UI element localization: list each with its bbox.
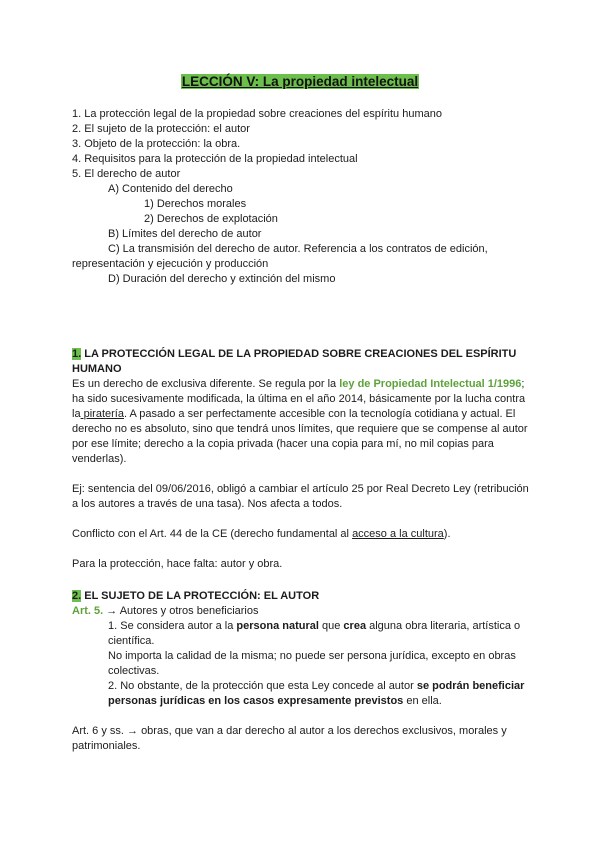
bold-text: se podrán beneficiar personas jurídicas en los casos expresamente previstos	[108, 680, 525, 707]
section-2-heading	[72, 589, 530, 604]
section-1	[72, 347, 530, 572]
section-1-example: Ej: sentencia del 09/06/2016, obligó a cambiar el artículo 25 por Real Decreto Ley (retribución a los autores a través de una tasa). Nos afecta a todos.	[72, 483, 529, 510]
article-6-line: Art. 6 y ss. → obras, que van a dar derecho al autor a los derechos exclusivos, morales y patrimoniales.	[72, 725, 507, 752]
pirateria-link[interactable]: piratería	[80, 408, 124, 420]
section-1-protection: Para la protección, hace falta: autor y obra.	[72, 558, 283, 570]
toc-item: 2. El sujeto de la protección: el autor	[72, 123, 250, 135]
toc-subitem-continuation: representación y ejecución y producción	[72, 258, 269, 270]
text: Conflicto con el Art. 44 de la CE (derecho fundamental al	[72, 528, 353, 540]
bold-text: persona natural	[236, 620, 319, 632]
text: → Autores y otros beneficiarios	[103, 605, 259, 617]
section-1-heading-text: LA PROTECCIÓN LEGAL DE LA PROPIEDAD SOBRE CREACIONES DEL ESPÍRITU HUMANO	[72, 348, 517, 375]
article-5-point-1	[72, 619, 530, 649]
text: . A pasado a ser perfectamente accesible con la tecnología cotidiana y actual. El derecho no es absoluto, sino que tendrá unos límites, que requiere que se compense al autor por ese límite; derecho a la copia privada (hacer una copia para mí, no mil copias para venderlas).	[72, 408, 528, 465]
toc-subitem: D) Duración del derecho y extinción del mismo	[108, 273, 336, 285]
section-1-paragraph	[72, 377, 530, 467]
toc-subitem: A) Contenido del derecho	[108, 183, 233, 195]
section-1-number: 1.	[72, 348, 82, 360]
toc-item: 4. Requisitos para la protección de la propiedad intelectual	[72, 153, 358, 165]
text: en ella.	[403, 695, 442, 707]
text: alguna obra literaria, artística o científica.	[108, 620, 521, 647]
article-5-label: Art. 5.	[72, 605, 104, 617]
article-5-line	[72, 604, 530, 619]
text: que	[318, 620, 344, 632]
toc-item: 5. El derecho de autor	[72, 168, 181, 180]
table-of-contents	[72, 107, 532, 287]
law-link[interactable]: ley de Propiedad Intelectual 1/1996	[339, 378, 522, 390]
toc-item: 3. Objeto de la protección: la obra.	[72, 138, 241, 150]
toc-subsubitem: 2) Derechos de explotación	[144, 213, 278, 225]
text: ; ha sido sucesivamente modificada, la última en el año 2014, básicamente por la lucha contra la	[72, 378, 526, 420]
section-2	[72, 589, 530, 754]
section-1-conflict	[72, 527, 530, 542]
section-1-heading	[72, 347, 530, 377]
section-2-number: 2.	[72, 590, 82, 602]
text: 1. Se considera autor a la	[108, 620, 237, 632]
section-2-heading-text: EL SUJETO DE LA PROTECCIÓN: EL AUTOR	[81, 590, 320, 602]
bold-text: crea	[343, 620, 367, 632]
toc-subitem: B) Límites del derecho de autor	[108, 228, 262, 240]
text: 2. No obstante, de la protección que esta Ley concede al autor	[108, 680, 417, 692]
text: ).	[443, 528, 451, 540]
toc-subsubitem: 1) Derechos morales	[144, 198, 247, 210]
toc-item: 1. La protección legal de la propiedad sobre creaciones del espíritu humano	[72, 108, 442, 120]
article-5-note: No importa la calidad de la misma; no puede ser persona jurídica, excepto en obras colectivas.	[108, 650, 516, 677]
lesson-title	[0, 74, 600, 91]
text: Es un derecho de exclusiva diferente. Se regula por la	[72, 378, 340, 390]
lesson-title-text: LECCIÓN V: La propiedad intelectual	[181, 74, 419, 89]
cultura-link[interactable]: acceso a la cultura	[352, 528, 444, 540]
toc-subitem: C) La transmisión del derecho de autor. Referencia a los contratos de edición,	[108, 243, 488, 255]
article-5-point-2	[72, 679, 530, 709]
